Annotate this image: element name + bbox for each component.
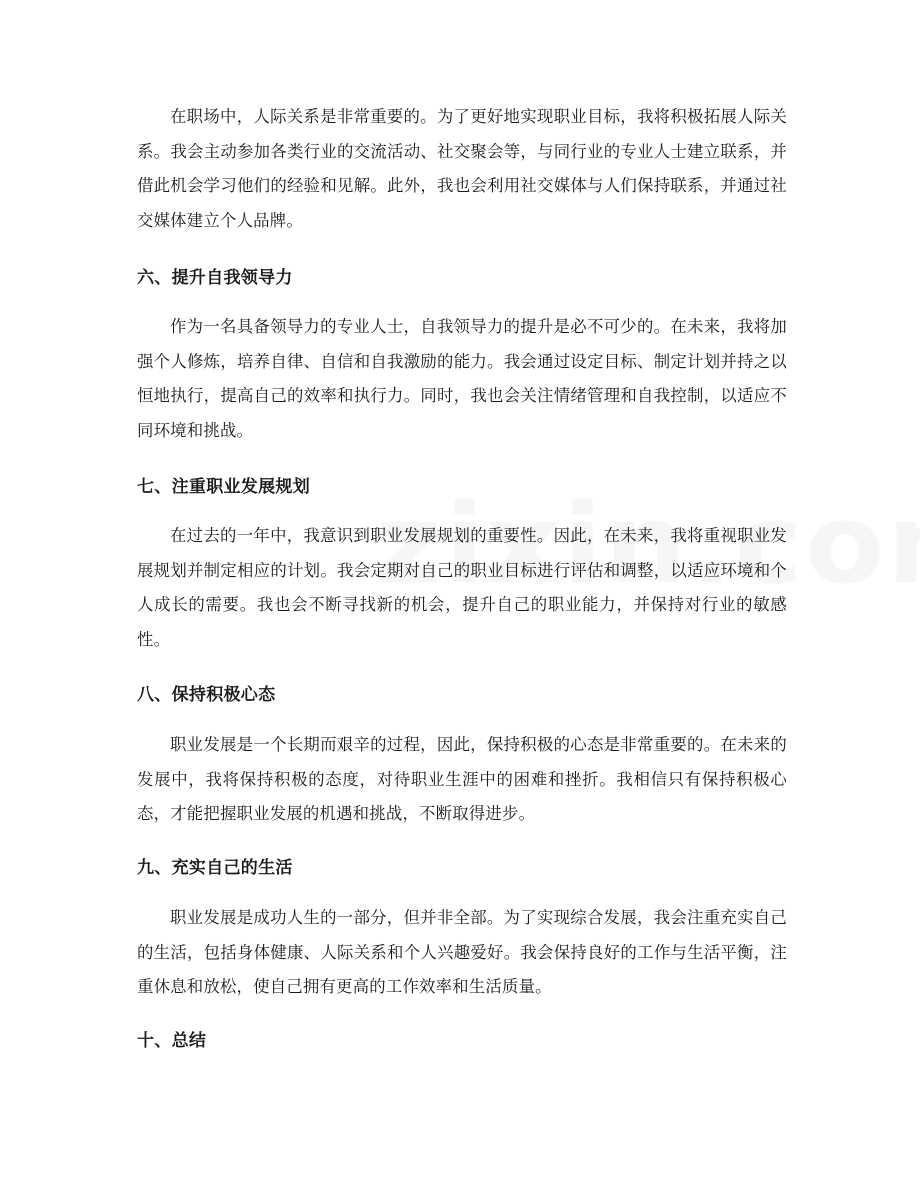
section-heading (137, 475, 787, 499)
section-body (137, 901, 787, 1005)
paragraph: 职业发展是成功人生的一部分，但并非全部。为了实现综合发展，我会注重充实自己的生活，包括身体健康、人际关系和个人兴趣爱好。我会保持良好的工作与生活平衡，注重休息和放松，使自己拥有更高的工作效率和生活质量。 (137, 908, 787, 996)
heading-9: 九、充实自己的生活 (137, 858, 293, 878)
section-body (137, 519, 787, 657)
paragraph: 在职场中，人际关系是非常重要的。为了更好地实现职业目标，我将积极拓展人际关系。我会主动参加各类行业的交流活动、社交聚会等，与同行业的专业人士建立联系，并借此机会学习他们的经验和见解。此外，我也会利用社交媒体与人们保持联系，并通过社交媒体建立个人品牌。 (137, 107, 787, 230)
section-heading (137, 266, 787, 290)
section-heading (137, 856, 787, 880)
section-heading (137, 1029, 787, 1053)
section-body (137, 100, 787, 238)
paragraph: 职业发展是一个长期而艰辛的过程，因此，保持积极的心态是非常重要的。在未来的发展中，我将保持积极的态度，对待职业生涯中的困难和挫折。我相信只有保持积极心态，才能把握职业发展的机遇和挑战，不断取得进步。 (137, 735, 787, 823)
section-body (137, 728, 787, 832)
section-body (137, 310, 787, 448)
heading-8: 八、保持积极心态 (137, 685, 276, 705)
heading-10: 十、总结 (137, 1031, 207, 1051)
heading-7: 七、注重职业发展规划 (137, 477, 310, 497)
heading-6: 六、提升自我领导力 (137, 268, 293, 288)
paragraph: 作为一名具备领导力的专业人士，自我领导力的提升是必不可少的。在未来，我将加强个人修炼，培养自律、自信和自我激励的能力。我会通过设定目标、制定计划并持之以恒地执行，提高自己的效率和执行力。同时，我也会关注情绪管理和自我控制，以适应不同环境和挑战。 (137, 317, 787, 440)
paragraph: 在过去的一年中，我意识到职业发展规划的重要性。因此，在未来，我将重视职业发展规划并制定相应的计划。我会定期对自己的职业目标进行评估和调整，以适应环境和个人成长的需要。我也会不断寻找新的机会，提升自己的职业能力，并保持对行业的敏感性。 (137, 526, 787, 649)
section-heading (137, 683, 787, 707)
